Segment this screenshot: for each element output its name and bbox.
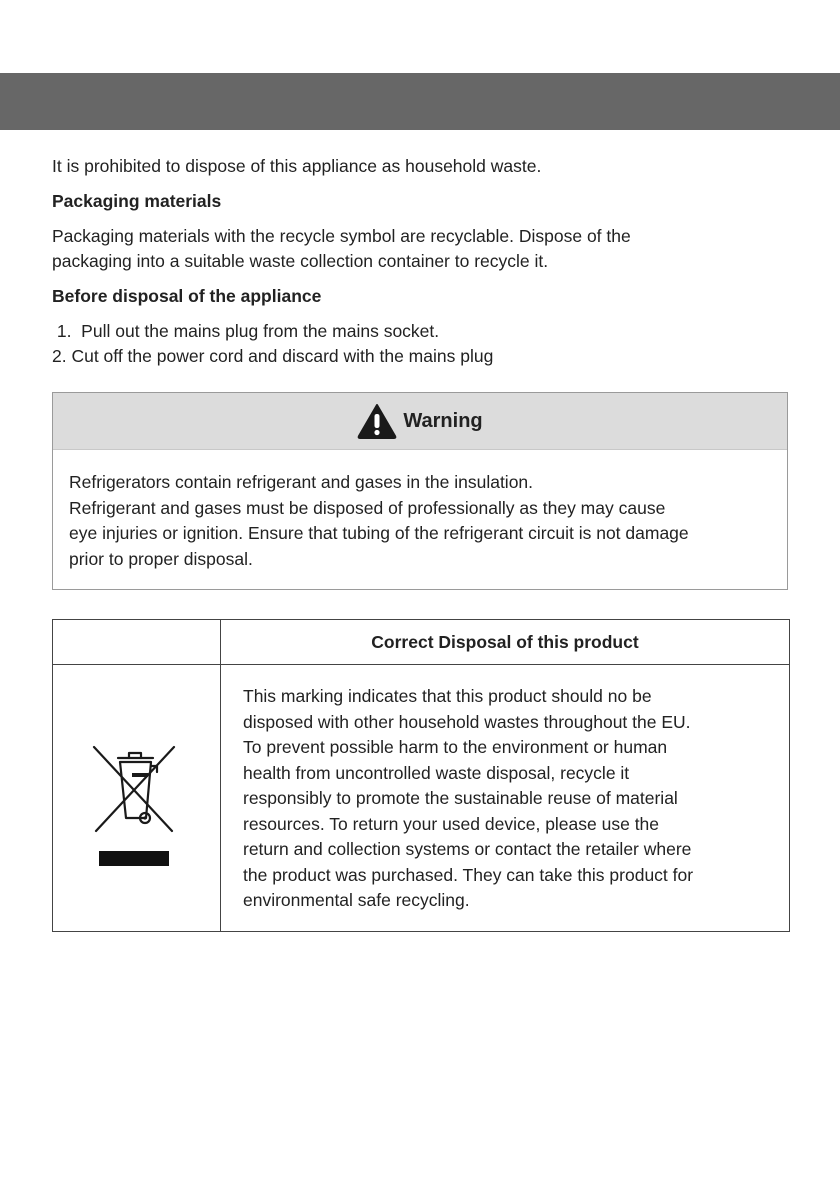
- before-disposal-heading: Before disposal of the appliance: [52, 286, 322, 306]
- packaging-line-2: packaging into a suitable waste collection container to recycle it.: [52, 251, 549, 271]
- warning-line-3: eye injuries or ignition. Ensure that tubing of the refrigerant circuit is not damage: [69, 523, 689, 543]
- disposal-line-1: This marking indicates that this product should no be: [243, 686, 652, 706]
- disposal-line-7: return and collection systems or contact the retailer where: [243, 839, 692, 859]
- packaging-heading: Packaging materials: [52, 191, 222, 211]
- warning-line-1: Refrigerators contain refrigerant and gases in the insulation.: [69, 472, 534, 492]
- intro-text: It is prohibited to dispose of this appliance as household waste.: [52, 156, 542, 176]
- table-row-divider: [53, 664, 789, 665]
- step-1: 1. Pull out the mains plug from the mains socket.: [52, 321, 440, 341]
- warning-line-4: prior to proper disposal.: [69, 548, 253, 569]
- warning-title: Warning: [403, 409, 483, 432]
- disposal-line-2: disposed with other household wastes throughout the EU.: [243, 711, 691, 732]
- disposal-line-4: health from uncontrolled waste disposal, recycle it: [243, 762, 630, 783]
- warning-body: [53, 450, 787, 572]
- disposal-text: [243, 684, 775, 914]
- packaging-line-1: Packaging materials with the recycle symbol are recyclable. Dispose of the: [52, 226, 631, 246]
- warning-box: [52, 392, 788, 590]
- disposal-line-6: resources. To return your used device, please use the: [243, 813, 660, 834]
- disposal-line-3: To prevent possible harm to the environment or human: [243, 737, 668, 757]
- disposal-table: [52, 619, 790, 932]
- header-band: [0, 73, 840, 130]
- disposal-line-8: the product was purchased. They can take this product for: [243, 864, 694, 885]
- disposal-line-9: environmental safe recycling.: [243, 890, 470, 910]
- crossed-out-wheelie-bin-icon: [91, 742, 181, 870]
- table-column-divider: [220, 620, 221, 931]
- table-header: Correct Disposal of this product: [371, 631, 639, 652]
- warning-triangle-icon: [357, 403, 397, 439]
- warning-line-2: Refrigerant and gases must be disposed of professionally as they may cause: [69, 497, 666, 518]
- step-2: 2. Cut off the power cord and discard with the mains plug: [52, 346, 494, 366]
- disposal-line-5: responsibly to promote the sustainable reuse of material: [243, 788, 678, 808]
- warning-header: [53, 393, 787, 450]
